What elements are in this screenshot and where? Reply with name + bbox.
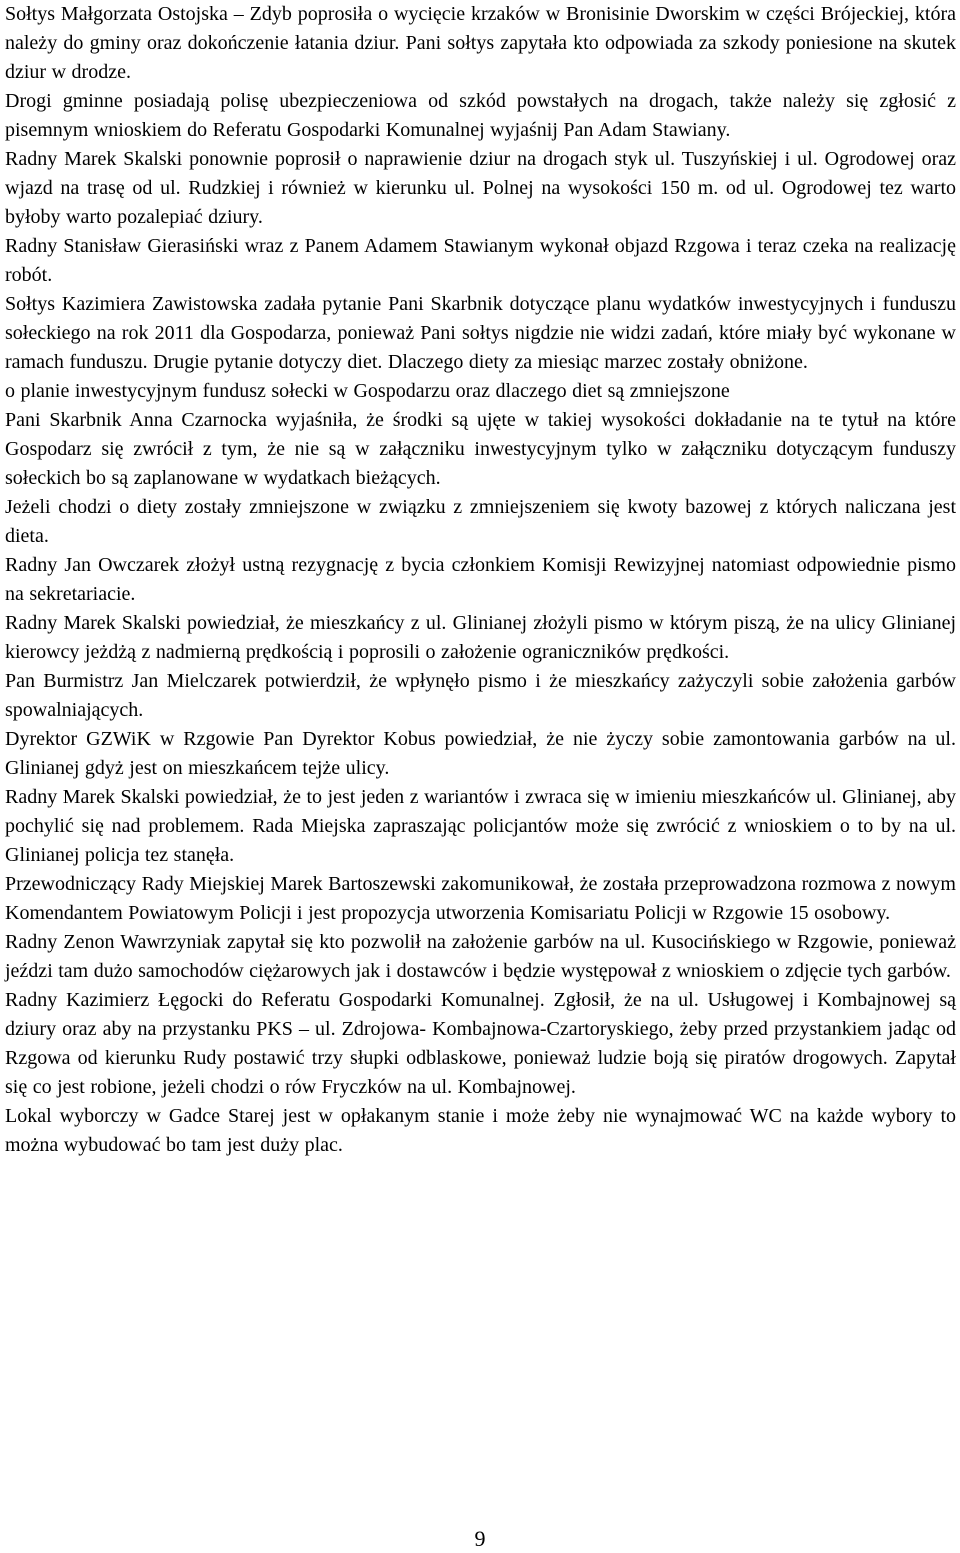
- paragraph-2: Drogi gminne posiadają polisę ubezpieczeniowa od szkód powstałych na drogach, także należy się zgłosić z pisemnym wnioskiem do Referatu Gospodarki Komunalnej wyjaśnij Pan Adam Stawiany.: [5, 90, 956, 141]
- paragraph-14: Przewodniczący Rady Miejskiej Marek Bartoszewski zakomunikował, że została przeprowadzona rozmowa z nowym Komendantem Powiatowym Policji i jest propozycja utworzenia Komisariatu Policji w Rzgowie 15 osobowy.: [5, 873, 956, 924]
- paragraph-12: Dyrektor GZWiK w Rzgowie Pan Dyrektor Kobus powiedział, że nie życzy sobie zamontowania garbów na ul. Glinianej gdyż jest on mieszkańcem tejże ulicy.: [5, 728, 956, 779]
- paragraph-5: Sołtys Kazimiera Zawistowska zadała pytanie Pani Skarbnik dotyczące planu wydatków inwestycyjnych i funduszu sołeckiego na rok 2011 dla Gospodarza, ponieważ Pani sołtys nigdzie nie widzi zadań, które miały być wykonane w ramach funduszu. Drugie pytanie dotyczy diet. Dlaczego diety za miesiąc marzec zostały obniżone.: [5, 293, 956, 373]
- paragraph-7: Pani Skarbnik Anna Czarnocka wyjaśniła, że środki są ujęte w takiej wysokości dokładanie na te tytuł na które Gospodarz się zwrócił z tym, że nie są w załączniku inwestycyjnym tylko w załączniku dotyczącym funduszy sołeckich bo są zaplanowane w wydatkach bieżących.: [5, 409, 956, 489]
- paragraph-17: Lokal wyborczy w Gadce Starej jest w opłakanym stanie i może żeby nie wynajmować WC na każde wybory to można wybudować bo tam jest duży plac.: [5, 1105, 956, 1156]
- paragraph-16: Radny Kazimierz Łęgocki do Referatu Gospodarki Komunalnej. Zgłosił, że na ul. Usługowej i Kombajnowej są dziury oraz aby na przystanku PKS – ul. Zdrojowa- Kombajnowa-Czartoryskiego, żeby przed przystankiem jadąc od Rzgowa od kierunku Rudy postawić trzy słupki odblaskowe, ponieważ ludzie boją się piratów drogowych. Zapytał się co jest robione, jeżeli chodzi o rów Fryczków na ul. Kombajnowej.: [5, 989, 956, 1098]
- paragraph-11: Pan Burmistrz Jan Mielczarek potwierdził, że wpłynęło pismo i że mieszkańcy zażyczyli sobie założenia garbów spowalniających.: [5, 670, 956, 721]
- paragraph-1: Sołtys Małgorzata Ostojska – Zdyb poprosiła o wycięcie krzaków w Bronisinie Dworskim w części Brójeckiej, która należy do gminy oraz dokończenie łatania dziur. Pani sołtys zapytała kto odpowiada za szkody poniesione na skutek dziur w drodze.: [5, 3, 956, 83]
- paragraph-13: Radny Marek Skalski powiedział, że to jest jeden z wariantów i zwraca się w imieniu mieszkańców ul. Glinianej, aby pochylić się nad problemem. Rada Miejska zapraszając policjantów może się zwrócić z wnioskiem o to by na ul. Glinianej policja tez stanęła.: [5, 786, 956, 866]
- document-body: [5, 0, 956, 1160]
- paragraph-10: Radny Marek Skalski powiedział, że mieszkańcy z ul. Glinianej złożyli pismo w którym piszą, że na ulicy Glinianej kierowcy jeżdżą z nadmierną prędkością i poprosili o założenie ograniczników prędkości.: [5, 612, 956, 663]
- paragraph-4: Radny Stanisław Gierasiński wraz z Panem Adamem Stawianym wykonał objazd Rzgowa i teraz czeka na realizację robót.: [5, 235, 956, 286]
- paragraph-15: Radny Zenon Wawrzyniak zapytał się kto pozwolił na założenie garbów na ul. Kusocińskiego w Rzgowie, ponieważ jeździ tam dużo samochodów ciężarowych jak i dostawców i będzie występował z wnioskiem o zdjęcie tych garbów.: [5, 931, 956, 982]
- page-number: 9: [474, 1526, 486, 1551]
- paragraph-8: Jeżeli chodzi o diety zostały zmniejszone w związku z zmniejszeniem się kwoty bazowej z których naliczana jest dieta.: [5, 496, 956, 547]
- paragraph-9: Radny Jan Owczarek złożył ustną rezygnację z bycia członkiem Komisji Rewizyjnej natomiast odpowiednie pismo na sekretariacie.: [5, 554, 956, 605]
- paragraph-3: Radny Marek Skalski ponownie poprosił o naprawienie dziur na drogach styk ul. Tuszyńskiej i ul. Ogrodowej oraz wjazd na trasę od ul. Rudzkiej i również w kierunku ul. Polnej na wysokości 150 m. od ul. Ogrodowej tez warto byłoby warto pozalepiać dziury.: [5, 148, 956, 228]
- paragraph-6: o planie inwestycyjnym fundusz sołecki w Gospodarzu oraz dlaczego diet są zmniejszone: [5, 380, 730, 402]
